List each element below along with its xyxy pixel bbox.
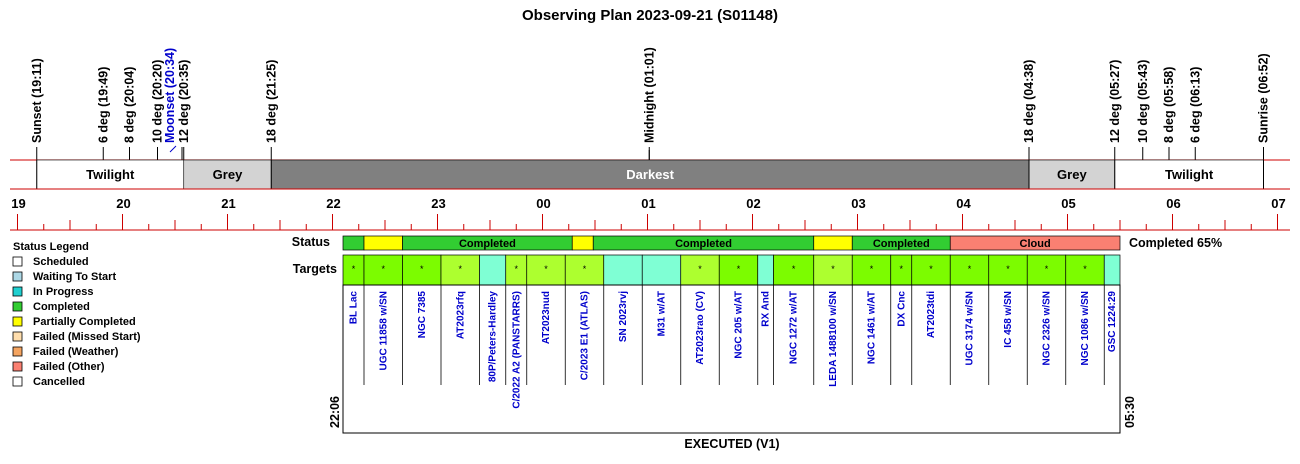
legend-label: Scheduled — [33, 256, 89, 268]
target-name[interactable]: SN 2023rvj — [618, 291, 629, 343]
target-marker: * — [458, 264, 463, 274]
night-event-label: 12 deg (05:27) — [1107, 59, 1122, 143]
status-row-label: Status — [291, 235, 330, 249]
target-block[interactable] — [642, 255, 681, 285]
darkness-timeline — [10, 150, 1290, 189]
target-marker: * — [698, 264, 702, 274]
hour-label: 06 — [1166, 196, 1181, 211]
legend-label: Partially Completed — [33, 316, 136, 328]
legend-swatch — [13, 362, 22, 371]
plan-title: Observing Plan 2023-09-21 (S01148) — [522, 7, 778, 24]
target-marker: * — [791, 264, 796, 274]
plan-footer: EXECUTED (V1) — [684, 437, 780, 451]
target-name[interactable]: RX And — [760, 291, 772, 327]
target-marker: * — [544, 264, 548, 274]
legend-swatch — [13, 377, 22, 386]
target-names — [343, 285, 1118, 409]
night-event-label: 10 deg (05:43) — [1135, 59, 1150, 143]
target-name[interactable]: M31 w/AT — [656, 291, 668, 337]
status-segment-label: Cloud — [1019, 238, 1051, 250]
targets-row-label: Targets — [292, 262, 337, 276]
hour-label: 21 — [221, 196, 236, 211]
target-block[interactable] — [480, 255, 506, 285]
legend-label: Failed (Other) — [33, 361, 105, 373]
legend-swatch — [13, 317, 22, 326]
target-marker: * — [381, 264, 386, 274]
night-event-label: 10 deg (20:20) — [150, 59, 165, 143]
target-name[interactable]: AT2023rfq — [455, 291, 467, 340]
hour-label: 03 — [851, 196, 866, 211]
legend-swatch — [13, 287, 22, 296]
darkness-band-label: Grey — [1057, 167, 1087, 182]
night-event-label: Moonset (20:34) — [163, 47, 177, 143]
target-name[interactable]: IC 458 w/SN — [1003, 291, 1014, 348]
legend-swatch — [13, 257, 22, 266]
target-marker: * — [736, 264, 741, 274]
hour-label: 00 — [536, 196, 551, 211]
target-name[interactable]: AT2023tdi — [926, 291, 937, 339]
target-block[interactable] — [758, 255, 774, 285]
target-name[interactable]: NGC 2326 w/SN — [1041, 291, 1053, 366]
target-marker: * — [869, 264, 874, 274]
night-events — [30, 47, 1271, 160]
legend-label: Waiting To Start — [33, 271, 117, 283]
darkness-band-label: Twilight — [86, 167, 135, 182]
hour-label: 20 — [116, 196, 131, 211]
plan-end-time: 05:30 — [1123, 396, 1137, 428]
status-segment — [572, 236, 593, 250]
moonset-marker — [170, 146, 176, 152]
night-event-label: 6 deg (06:13) — [1188, 66, 1203, 143]
status-segment-label: Completed — [458, 238, 516, 250]
target-marker: * — [582, 264, 587, 274]
plan-start-time: 22:06 — [328, 396, 342, 428]
status-segment — [343, 236, 364, 250]
target-marker: * — [419, 264, 424, 274]
night-event-label: Midnight (01:01) — [642, 47, 657, 143]
legend-label: Failed (Weather) — [33, 346, 119, 358]
darkness-band-label: Twilight — [1165, 167, 1214, 182]
legend-label: Cancelled — [33, 376, 85, 388]
legend-label: In Progress — [33, 286, 94, 298]
target-marker: * — [514, 264, 519, 274]
target-block[interactable] — [604, 255, 643, 285]
status-legend-title: Status Legend — [13, 241, 89, 253]
target-name[interactable]: C/2022 A2 (PANSTARRS) — [511, 291, 523, 409]
darkness-band-label: Grey — [212, 167, 243, 182]
status-summary: Completed 65% — [1129, 236, 1223, 250]
target-name[interactable]: DX Cnc — [896, 291, 908, 327]
status-segment — [364, 236, 403, 250]
status-legend-items — [13, 256, 141, 388]
target-name[interactable]: BL Lac — [348, 291, 360, 325]
hour-label: 02 — [746, 196, 761, 211]
legend-swatch — [13, 347, 22, 356]
target-name[interactable]: LEDA 1488100 w/SN — [828, 291, 839, 387]
darkness-bands — [37, 150, 1264, 189]
target-marker: * — [967, 264, 972, 274]
target-marker: * — [351, 264, 356, 274]
hour-label: 23 — [431, 196, 446, 211]
legend-swatch — [13, 272, 22, 281]
target-name[interactable]: UGC 11858 w/SN — [378, 291, 390, 371]
target-name[interactable]: GSC 1224:29 — [1107, 291, 1119, 353]
legend-label: Completed — [33, 301, 90, 313]
legend-swatch — [13, 302, 22, 311]
night-event-label: 12 deg (20:35) — [176, 59, 191, 143]
status-segment-label: Completed — [872, 238, 930, 250]
night-event-label: 6 deg (19:49) — [96, 66, 111, 143]
target-name[interactable]: NGC 1086 w/SN — [1080, 291, 1091, 366]
target-name[interactable]: UGC 3174 w/SN — [964, 291, 976, 366]
status-legend — [13, 241, 141, 388]
target-name[interactable]: 80P/Peters-Hardley — [487, 291, 499, 383]
hour-axis — [10, 196, 1290, 230]
status-segment-label: Completed — [675, 238, 732, 250]
hour-label: 07 — [1271, 196, 1286, 211]
night-event-label: 18 deg (04:38) — [1022, 59, 1036, 143]
hour-label: 01 — [641, 196, 656, 211]
target-name[interactable]: NGC 205 w/AT — [733, 291, 745, 359]
target-name[interactable]: NGC 1461 w/AT — [866, 291, 878, 365]
legend-label: Failed (Missed Start) — [33, 331, 141, 343]
hour-ticks — [18, 214, 1278, 230]
status-row — [343, 236, 1120, 250]
target-marker: * — [899, 264, 904, 274]
night-event-label: 18 deg (21:25) — [264, 59, 279, 143]
status-segment — [814, 236, 853, 250]
hour-label: 04 — [956, 196, 971, 211]
night-event-label: 8 deg (05:58) — [1162, 66, 1176, 143]
hour-label: 05 — [1061, 196, 1076, 211]
hour-labels — [11, 196, 1285, 211]
night-event-label: 8 deg (20:04) — [122, 66, 137, 143]
target-marker: * — [1044, 264, 1049, 274]
target-name[interactable]: AT2023rao (CV) — [695, 291, 706, 365]
night-event-label: Sunset (19:11) — [29, 58, 44, 143]
night-event-label: Sunrise (06:52) — [1256, 53, 1271, 143]
target-name[interactable]: NGC 7385 — [416, 291, 428, 339]
target-name[interactable]: C/2023 E1 (ATLAS) — [579, 291, 591, 381]
target-name[interactable]: NGC 1272 w/AT — [788, 291, 800, 365]
hour-label: 19 — [11, 196, 26, 211]
target-block[interactable] — [1104, 255, 1120, 285]
hour-label: 22 — [326, 196, 341, 211]
target-marker: * — [1006, 264, 1010, 274]
target-name[interactable]: AT2023nud — [541, 291, 552, 345]
target-marker: * — [831, 264, 835, 274]
legend-swatch — [13, 332, 22, 341]
target-marker: * — [1083, 264, 1087, 274]
darkness-band-label: Darkest — [626, 167, 674, 182]
targets-row — [343, 255, 1120, 285]
target-marker: * — [929, 264, 933, 274]
